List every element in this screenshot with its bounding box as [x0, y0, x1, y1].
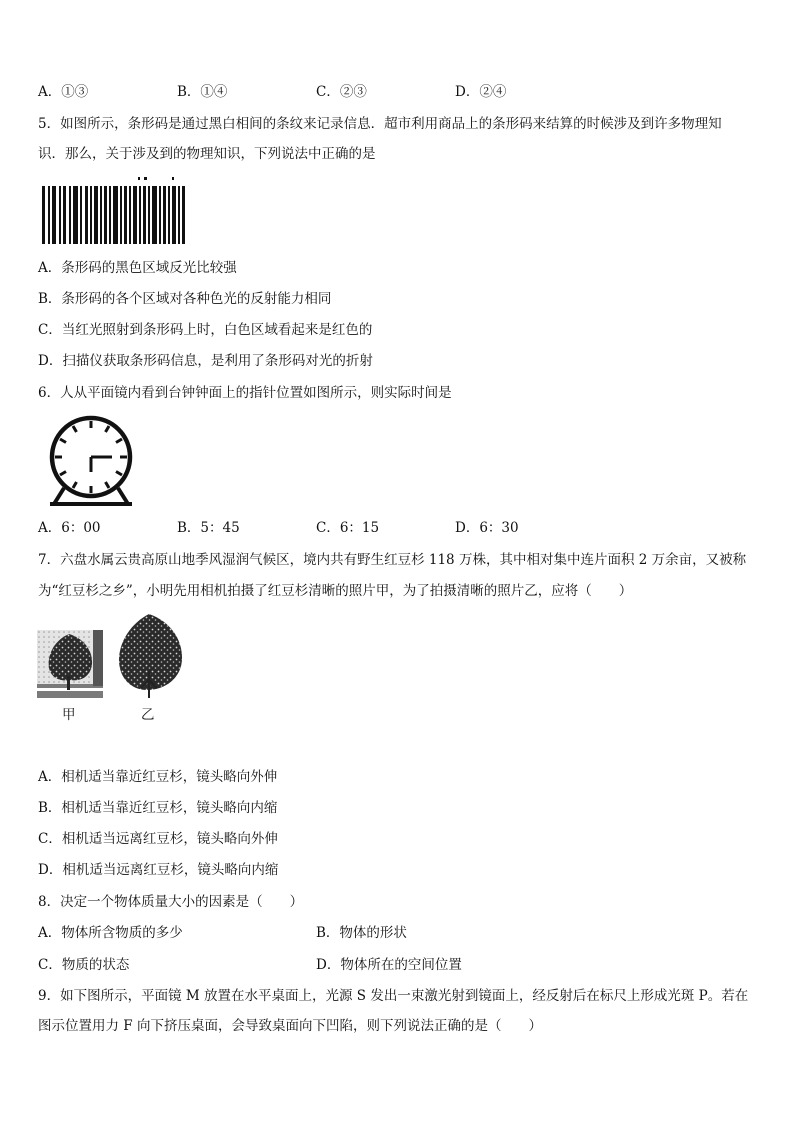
tree-photos-figure — [37, 610, 187, 702]
q7-option-c: C．相机适当远离红豆杉，镜头略向外伸 — [38, 831, 278, 847]
q7-option-d: D．相机适当远离红豆杉，镜头略向内缩 — [38, 862, 279, 878]
q7-option-b: B．相机适当靠近红豆杉，镜头略向内缩 — [38, 800, 278, 816]
mirror-clock-figure — [46, 414, 136, 508]
q6-option-d: D．6：30 — [455, 520, 519, 536]
photo-label-jia: 甲 — [62, 707, 76, 723]
q5-option-c: C．当红光照射到条形码上时，白色区域看起来是红色的 — [38, 322, 373, 338]
q8-option-b: B．物体的形状 — [316, 925, 407, 941]
q6-stem: 6．人从平面镜内看到台钟钟面上的指针位置如图所示，则实际时间是 — [38, 385, 452, 401]
q5-option-a: A．条形码的黑色区域反光比较强 — [38, 260, 237, 276]
q9-stem-line2: 图示位置用力 F 向下挤压桌面，会导致桌面向下凹陷，则下列说法正确的是（ ） — [38, 1018, 542, 1034]
q7-stem-line2: 为“红豆杉之乡”，小明先用相机拍摄了红豆杉清晰的照片甲，为了拍摄清晰的照片乙，应将（ ） — [38, 583, 633, 599]
q5-option-d: D．扫描仪获取条形码信息，是利用了条形码对光的折射 — [38, 353, 373, 369]
q6-option-b: B．5：45 — [177, 520, 240, 536]
q4-option-b: B．①④ — [177, 84, 228, 100]
q6-option-a: A．6：00 — [38, 520, 101, 536]
q8-option-d: D．物体所在的空间位置 — [316, 957, 462, 973]
q4-option-d: D．②④ — [455, 84, 507, 100]
photo-yi — [116, 614, 183, 698]
q5-option-b: B．条形码的各个区域对各种色光的反射能力相同 — [38, 291, 332, 307]
q4-option-c: C．②③ — [316, 84, 367, 100]
barcode-figure — [42, 176, 188, 246]
q4-option-a: A．①③ — [38, 84, 89, 100]
q8-stem: 8．决定一个物体质量大小的因素是（ ） — [38, 894, 304, 910]
q9-stem-line1: 9．如下图所示，平面镜 M 放置在水平桌面上，光源 S 发出一束激光射到镜面上，经反射后在标尺上形成光斑 P。若在 — [38, 988, 749, 1004]
q5-stem-line2: 识．那么，关于涉及到的物理知识，下列说法中正确的是 — [38, 146, 376, 162]
photo-jia — [37, 630, 103, 698]
q7-option-a: A．相机适当靠近红豆杉，镜头略向外伸 — [38, 769, 278, 785]
photo-label-yi: 乙 — [141, 707, 155, 723]
q6-option-c: C．6：15 — [316, 520, 380, 536]
q7-stem-line1: 7．六盘水属云贵高原山地季风湿润气候区，境内共有野生红豆杉 118 万株，其中相对集中连片面积 2 万余亩，又被称 — [38, 552, 747, 568]
q8-option-c: C．物质的状态 — [38, 957, 130, 973]
q8-option-a: A．物体所含物质的多少 — [38, 925, 183, 941]
q5-stem-line1: 5．如图所示，条形码是通过黑白相间的条纹来记录信息．超市利用商品上的条形码来结算的时候涉及到许多物理知 — [38, 116, 722, 132]
